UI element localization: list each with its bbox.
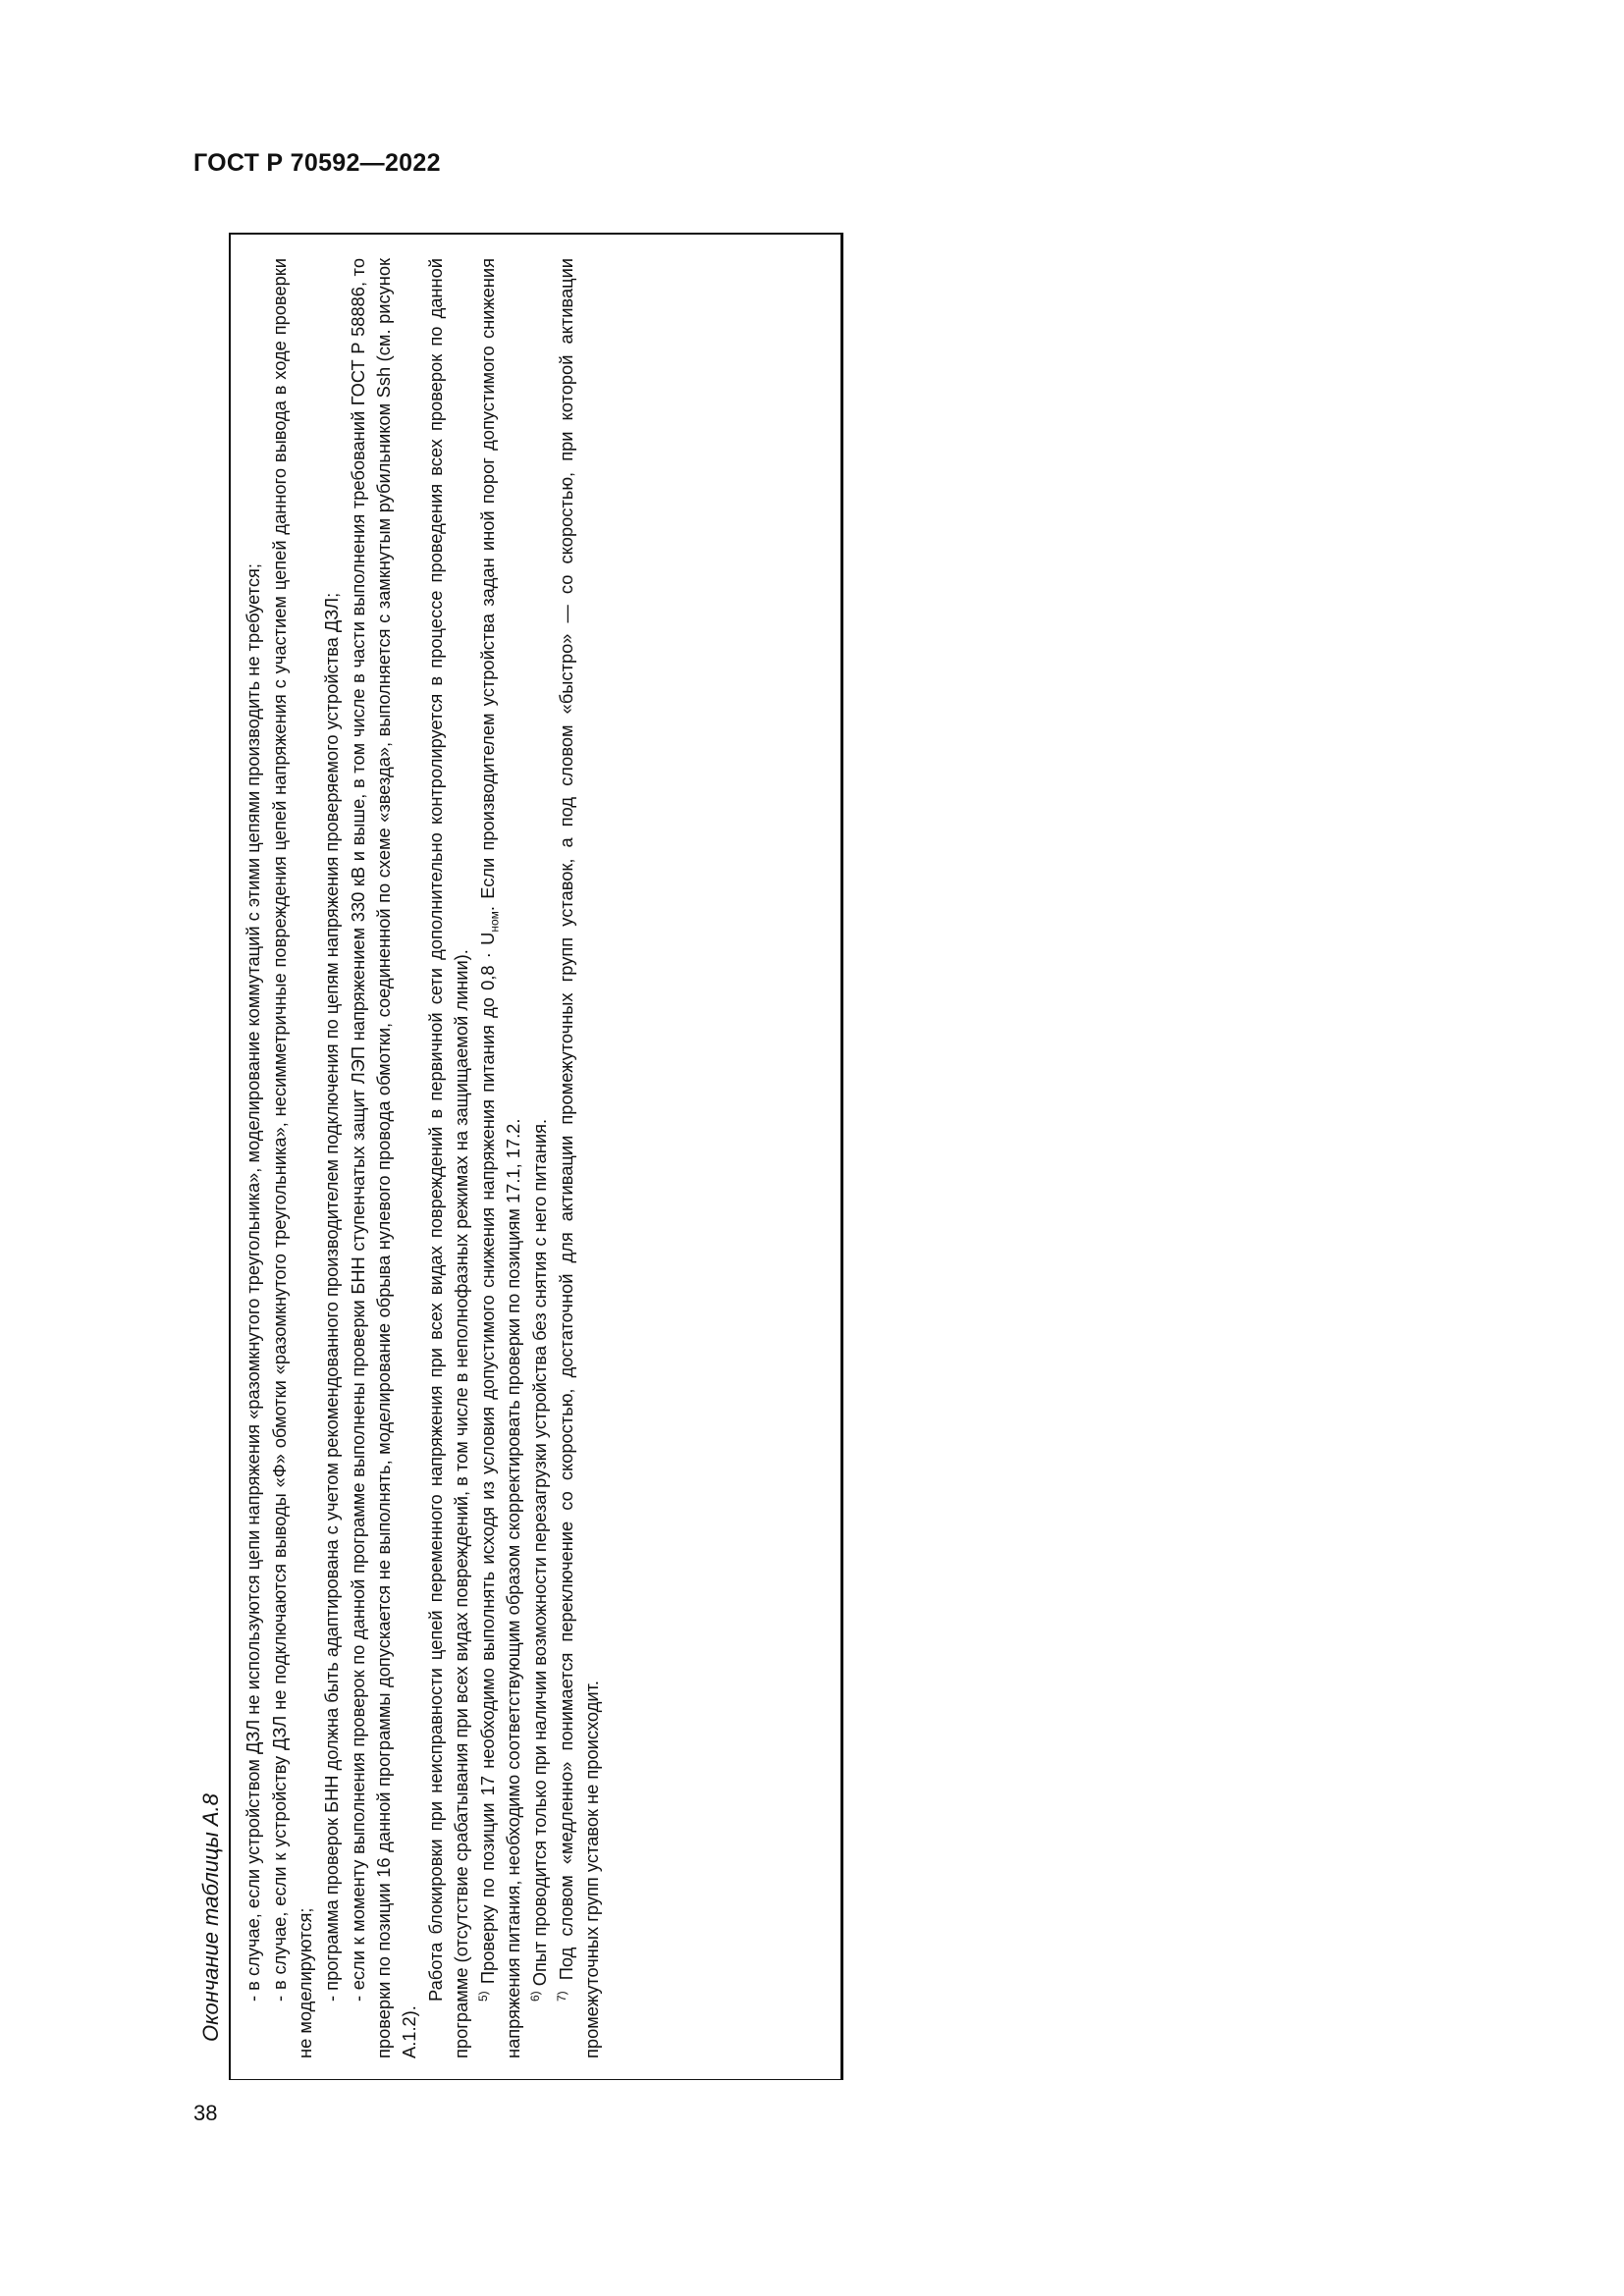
subscript-nom: ном [487, 911, 502, 933]
note-paragraph: - если к моменту выполнения проверок по данной программе выполнены проверки БНН ступенчатых защит ЛЭП напряжением 330 кВ и выше, в том числе в части выполнения требований ГОСТ Р 58886, то проверки по позиции 16 данной программы допускается не выполнять, моделирование обрыва нулевого провода обмотки, соединенной по схеме «звезда», выполняется с замкнутым рубильником Ssh (см. рисунок А.1.2). [348, 258, 419, 2058]
table-continuation-caption: Окончание таблицы А.8 [198, 1793, 223, 2042]
note-paragraph: - в случае, если к устройству ДЗЛ не подключаются выводы «Ф» обмотки «разомкнутого треугольника», несимметричные повреждения цепей напряжения с участием цепей данного вывода в ходе проверки не моделируются; [269, 258, 315, 2058]
footnote-text: Под словом «медленно» понимается переключение со скоростью, достаточной для активации промежуточных групп уставок, а под словом «быстро» — со скоростью, при которой активации промежуточных групп уставок не происходит. [556, 258, 602, 2058]
note-paragraph: Работа блокировки при неисправности цепей переменного напряжения при всех видах повреждений в первичной сети дополнительно контролируется в процессе проведения всех проверок по данной программе (отсутствие срабатывания при всех видах повреждений, в том числе в неполнофазных режимах на защищаемой линии). [425, 258, 471, 2058]
footnote-marker: 5) [475, 1991, 490, 2002]
footnote-5 [475, 258, 526, 2058]
note-paragraph: - программа проверок БНН должна быть адаптирована с учетом рекомендованного производителем подключения по цепям напряжения проверяемого устройства ДЗЛ; [321, 592, 342, 2002]
footnote-6 [527, 258, 553, 2058]
footnote-7 [554, 258, 605, 2058]
footnote-text: Проверку по позиции 17 необходимо выполнять исходя из условия допустимого снижения напряжения питания до 0,8 · U [477, 932, 498, 1992]
rotated-notes-text [231, 235, 843, 2080]
footnote-marker: 7) [554, 1991, 568, 2002]
footnote-text: Опыт проводится только при наличии возможности перезагрузки устройства без снятия с него питания. [529, 1118, 550, 1992]
page-number: 38 [193, 2101, 218, 2125]
footnote-marker: 6) [527, 1991, 542, 2002]
document-header: ГОСТ Р 70592—2022 [193, 149, 441, 177]
footnote-text: . Если производителем устройства задан иной порог допустимого снижения напряжения питания, необходимо соответствующим образом скорректировать проверки по позициям 17.1, 17.2. [477, 258, 523, 2058]
note-paragraph: - в случае, если устройством ДЗЛ не используются цепи напряжения «разомкнутого треугольника», моделирование коммутаций с этими цепями производить не требуется; [243, 563, 263, 2002]
table-notes-box [229, 233, 843, 2080]
